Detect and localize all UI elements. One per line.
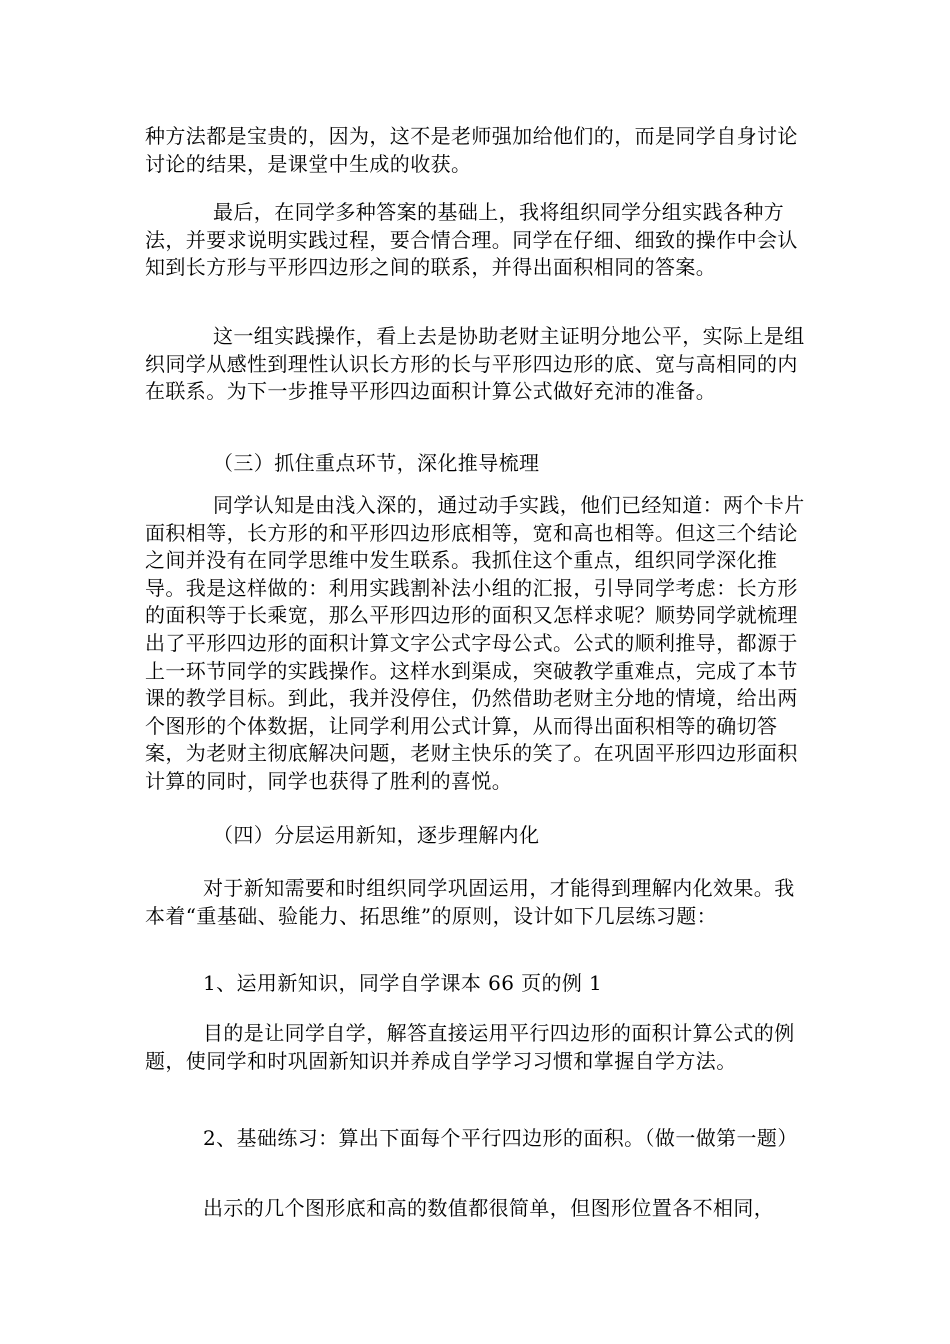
section-heading-3: （三）抓住重点环节，深化推导梳理 bbox=[213, 451, 540, 475]
exercise-item-2: 2、基础练习：算出下面每个平行四边形的面积。（做一做第一题） bbox=[203, 1126, 798, 1150]
section-heading-4: （四）分层运用新知，逐步理解内化 bbox=[213, 823, 540, 847]
exercise-item-1: 1、运用新知识，同学自学课本 66 页的例 1 bbox=[203, 971, 603, 995]
paragraph-intro-continuation: 种方法都是宝贵的，因为，这不是老师强加给他们的，而是同学自身讨论讨论的结果，是课堂中生成的收获。 bbox=[145, 124, 798, 176]
paragraph-practice-operation: 这一组实践操作，看上去是协助老财主证明分地公平，实际上是组织同学从感性到理性认识长方形的长与平形四边形的底、宽与高相同的内在联系。为下一步推导平形四边面积计算公式做好充沛的准备。 bbox=[145, 324, 805, 404]
paragraph-exercise-1-purpose: 目的是让同学自学，解答直接运用平行四边形的面积计算公式的例题，使同学和时巩固新知识并养成自学学习习惯和掌握自学方法。 bbox=[145, 1021, 795, 1073]
paragraph-group-practice: 最后，在同学多种答案的基础上，我将组织同学分组实践各种方法，并要求说明实践过程，要合情合理。同学在仔细、细致的操作中会认知到长方形与平形四边形之间的联系，并得出面积相同的答案。 bbox=[145, 200, 798, 280]
paragraph-derivation: 同学认知是由浅入深的，通过动手实践，他们已经知道：两个卡片面积相等，长方形的和平形四边形底相等，宽和高也相等。但这三个结论之间并没有在同学思维中发生联系。我抓住这个重点，组织同学深化推导。我是这样做的：利用实践割补法小组的汇报，引导同学考虑：长方形的面积等于长乘宽，那么平形四边形的面积又怎样求呢？顺势同学就梳理出了平形四边形的面积计算文字公式字母公式。公式的顺利推导，都源于上一环节同学的实践操作。这样水到渠成，突破教学重难点，完成了本节课的教学目标。到此，我并没停住，仍然借助老财主分地的情境，给出两个图形的个体数据，让同学利用公式计算，从而得出面积相等的确切答案，为老财主彻底解决问题，老财主快乐的笑了。在巩固平形四边形面积计算的同时，同学也获得了胜利的喜悦。 bbox=[145, 493, 805, 793]
paragraph-exercise-2-note: 出示的几个图形底和高的数值都很简单，但图形位置各不相同， bbox=[203, 1196, 775, 1220]
paragraph-consolidation: 对于新知需要和时组织同学巩固运用，才能得到理解内化效果。我本着“重基础、验能力、拓思维”的原则，设计如下几层练习题： bbox=[145, 876, 795, 928]
